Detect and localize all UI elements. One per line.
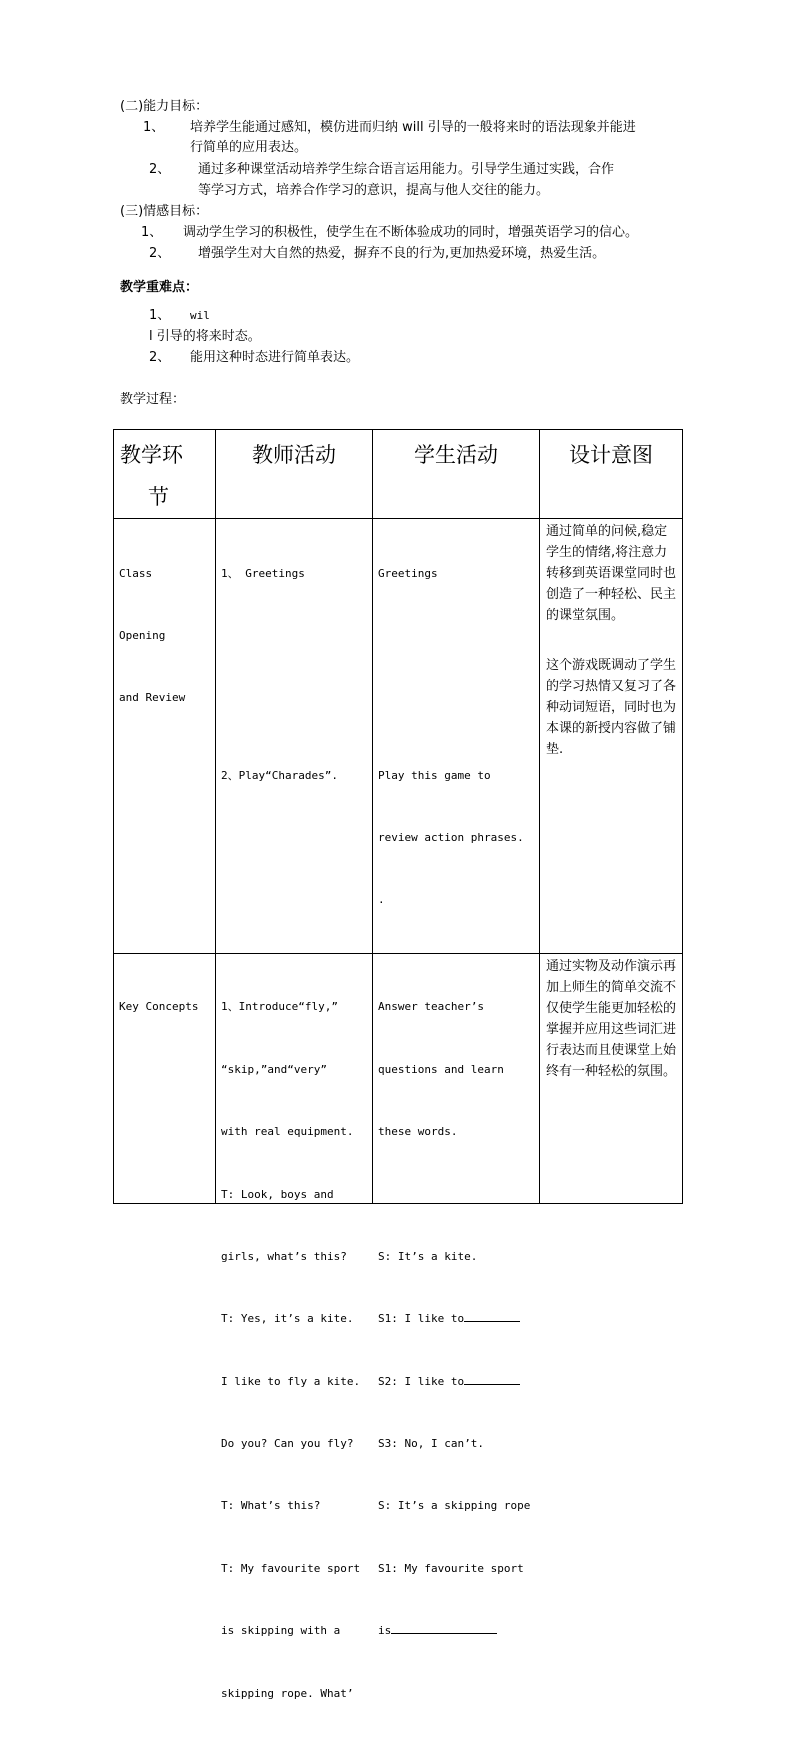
row1-student-cell xyxy=(373,519,540,954)
row1-student-game-line3: . xyxy=(378,893,385,907)
key-points-item1-line2: l 引导的将来时态。 xyxy=(149,329,261,344)
key-points-item2-number: 2、 xyxy=(149,350,171,365)
key-points-item1-line1: wil xyxy=(190,309,210,322)
ability-heading: (二)能力目标： xyxy=(120,99,209,114)
row2-student-s2: S2: I like to xyxy=(378,1374,465,1388)
table-header-row xyxy=(114,430,683,519)
row2-teacher-line5: girls, what’s this? xyxy=(221,1249,347,1263)
row2-student-s-rope: S: It’s a skipping rope xyxy=(378,1499,531,1513)
row2-stage: Key Concepts xyxy=(119,1000,199,1014)
emotion-item1-text: 调动学生学习的积极性，使学生在不断体验成功的同时，增强英语学习的信心。 xyxy=(183,225,639,240)
answer-blank-1 xyxy=(464,1309,520,1322)
row2-student-s1-sport: S1: My favourite sport xyxy=(378,1561,524,1575)
row2-student-line3: these words. xyxy=(378,1125,458,1139)
process-heading: 教学过程： xyxy=(120,392,186,407)
row2-student-cell xyxy=(373,953,540,1638)
header-stage-line2: 节 xyxy=(148,485,169,509)
row2-student-line2: questions and learn xyxy=(378,1062,504,1076)
ability-item2-line2: 等学习方式，培养合作学习的意识，提高与他人交往的能力。 xyxy=(198,183,550,198)
emotion-item2-number: 2、 xyxy=(149,246,171,261)
ability-item2-number: 2、 xyxy=(149,162,171,177)
row1-stage-line2: Opening xyxy=(119,628,166,642)
header-teacher: 教师活动 xyxy=(216,430,373,519)
row2-student-s3: S3: No, I can’t. xyxy=(378,1437,484,1451)
row2-intent-cell xyxy=(540,953,683,1203)
row2-student-s1: S1: I like to xyxy=(378,1312,465,1326)
row1-intent-charades: 这个游戏既调动了学生的学习热情又复习了各种动词短语，同时也为本课的新授内容做了铺垫. xyxy=(546,658,677,757)
row2-teacher-line3: with real equipment. xyxy=(221,1125,354,1139)
row2-teacher-line12: skipping rope. What’ xyxy=(221,1686,354,1700)
ability-item1-line2: 行简单的应用表达。 xyxy=(190,140,308,155)
row1-student-greetings: Greetings xyxy=(378,566,438,580)
row2-intent: 通过实物及动作演示再加上师生的简单交流不仅使学生能更加轻松的掌握并应用这些词汇进行表达而且使课堂上始终有一种轻松的氛围。 xyxy=(546,958,677,1079)
row2-student-line1: Answer teacher’s xyxy=(378,1000,484,1014)
emotion-item2-text: 增强学生对大自然的热爱，摒弃不良的行为,更加热爱环境，热爱生活。 xyxy=(198,246,606,261)
row1-stage-line1: Class xyxy=(119,566,153,580)
key-points-item1-number: 1、 xyxy=(149,308,171,323)
row2-teacher-line9: T: What’s this? xyxy=(221,1499,321,1513)
row1-intent-cell xyxy=(540,519,683,954)
row1-student-game-line2: review action phrases. xyxy=(378,830,524,844)
key-points-heading: 教学重难点： xyxy=(120,280,199,295)
row1-stage-cell xyxy=(114,519,216,954)
emotion-item1-number: 1、 xyxy=(141,225,163,240)
header-stage-line1: 教学环 xyxy=(120,443,183,467)
row2-teacher-line7: I like to fly a kite. xyxy=(221,1374,361,1388)
row1-stage-line3: and Review xyxy=(119,691,186,705)
ability-item2-line1: 通过多种课堂活动培养学生综合语言运用能力。引导学生通过实践，合作 xyxy=(198,162,615,177)
row2-stage-cell xyxy=(114,953,216,1203)
lesson-table xyxy=(113,429,683,1700)
table-row xyxy=(114,519,683,954)
ability-item1-number: 1、 xyxy=(143,120,165,135)
header-student: 学生活动 xyxy=(373,430,540,519)
row1-teacher-cell xyxy=(216,519,373,954)
row2-teacher-line2: “skip,”and“very” xyxy=(221,1062,327,1076)
ability-item1-line1: 培养学生能通过感知，模仿进而归纳 will 引导的一般将来时的语法现象并能进 xyxy=(190,120,636,135)
row1-teacher-charades: 2、Play“Charades”. xyxy=(221,768,338,782)
row2-teacher-line4: T: Look, boys and xyxy=(221,1187,334,1201)
row2-teacher-line10: T: My favourite sport xyxy=(221,1561,361,1575)
emotion-heading: (三)情感目标： xyxy=(120,204,209,219)
table-row xyxy=(114,953,683,1203)
key-points-item2-text: 能用这种时态进行简单表达。 xyxy=(190,350,360,365)
row2-teacher-line1: 1、Introduce“fly,” xyxy=(221,1000,338,1014)
row2-student-is: is xyxy=(378,1624,392,1638)
row1-intent-greetings: 通过简单的问候,稳定学生的情绪,将注意力转移到英语课堂同时也创造了一种轻松、民主的课堂氛围。 xyxy=(546,524,677,623)
answer-blank-2 xyxy=(464,1372,520,1385)
row2-teacher-line6: T: Yes, it’s a kite. xyxy=(221,1312,354,1326)
row2-student-s-kite: S: It’s a kite. xyxy=(378,1249,478,1263)
row2-teacher-cell xyxy=(216,953,373,1700)
row2-teacher-line8: Do you? Can you fly? xyxy=(221,1437,354,1451)
answer-blank-3 xyxy=(391,1621,497,1634)
row2-teacher-line11: is skipping with a xyxy=(221,1624,341,1638)
header-intent: 设计意图 xyxy=(540,430,683,519)
row1-student-game-line1: Play this game to xyxy=(378,768,491,782)
row1-teacher-greetings: 1、 Greetings xyxy=(221,566,305,580)
header-stage xyxy=(114,430,216,519)
